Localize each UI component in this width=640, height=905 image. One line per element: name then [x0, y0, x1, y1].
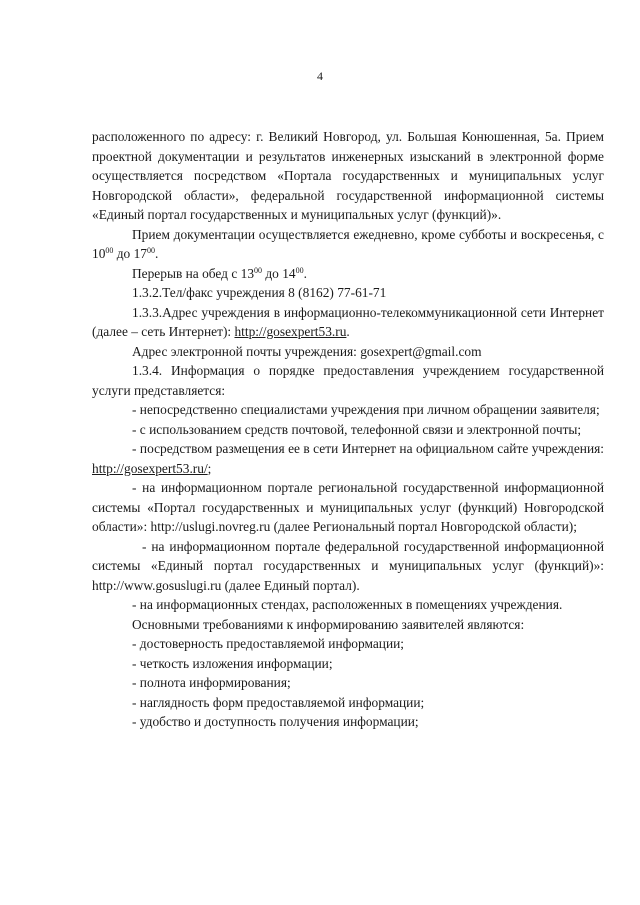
requirement-item: - наглядность форм предоставляемой информации;: [132, 694, 425, 710]
list-item-federal-portal: - на информационном портале федеральной государственной информационной системы «Единый портал государственных и муниципальных услуг (функций)»: http://www.gosuslugi.ru (далее Единый портал).: [92, 538, 604, 593]
paragraph-email: Адрес электронной почты учреждения: gosexpert@gmail.com: [132, 343, 482, 359]
website-link[interactable]: http://gosexpert53.ru: [234, 324, 347, 339]
list-item-specialists: - непосредственно специалистами учреждения при личном обращении заявителя;: [132, 402, 600, 417]
list-item-regional-portal: - на информационном портале региональной государственной информационной системы «Портал государственных и муниципальных услуг (функций) Новгородской области»: http://uslugi.novreg.ru (далее Региональный портал Новгородской области);: [92, 480, 604, 534]
list-item-official-site: - посредством размещения ее в сети Интернет на официальном сайте учреждения: http://gosexpert53.ru/;: [92, 441, 604, 476]
list-item-post-phone: - с использованием средств почтовой, телефонной связи и электронной почты;: [132, 421, 582, 437]
official-site-link[interactable]: http://gosexpert53.ru/: [92, 460, 208, 476]
page-number: 4: [317, 69, 323, 83]
paragraph-address: расположенного по адресу: г. Великий Новгород, ул. Большая Конюшенная, 5а. Прием проектной документации и результатов инженерных изысканий в электронной форме осуществляется посредством «Портала государственных и муниципальных услуг Новгородской области», федеральной государственной информационной системы «Единый портал государственных и муниципальных услуг (функций)».: [92, 129, 604, 222]
paragraph-lunch-break: Перерыв на обед с $13^{00}$ до $14^{00}$.: [132, 265, 307, 281]
paragraph-phone: 1.3.2.Тел/факс учреждения 8 (8162) 77-61-71: [132, 285, 387, 300]
paragraph-reception-hours: Прием документации осуществляется ежедневно, кроме субботы и воскресенья, с $10^{00}$ до $17^{00}$.: [92, 226, 604, 261]
requirement-item: - полнота информирования;: [132, 675, 291, 690]
paragraph-info-order: 1.3.4. Информация о порядке предоставления учреждением государственной услуги представляется:: [92, 363, 604, 398]
paragraph-requirements-intro: Основными требованиями к информированию заявителей являются:: [132, 616, 525, 632]
requirement-item: - удобство и доступность получения информации;: [132, 714, 419, 729]
list-item-info-stands: - на информационных стендах, расположенных в помещениях учреждения.: [132, 597, 563, 612]
document-body: [92, 127, 604, 732]
requirement-item: - достоверность предоставляемой информации;: [132, 636, 405, 651]
paragraph-website: 1.3.3.Адрес учреждения в информационно-телекоммуникационной сети Интернет (далее – сеть Интернет): http://gosexpert53.ru.: [92, 304, 604, 339]
requirement-item: - четкость изложения информации;: [132, 655, 333, 671]
